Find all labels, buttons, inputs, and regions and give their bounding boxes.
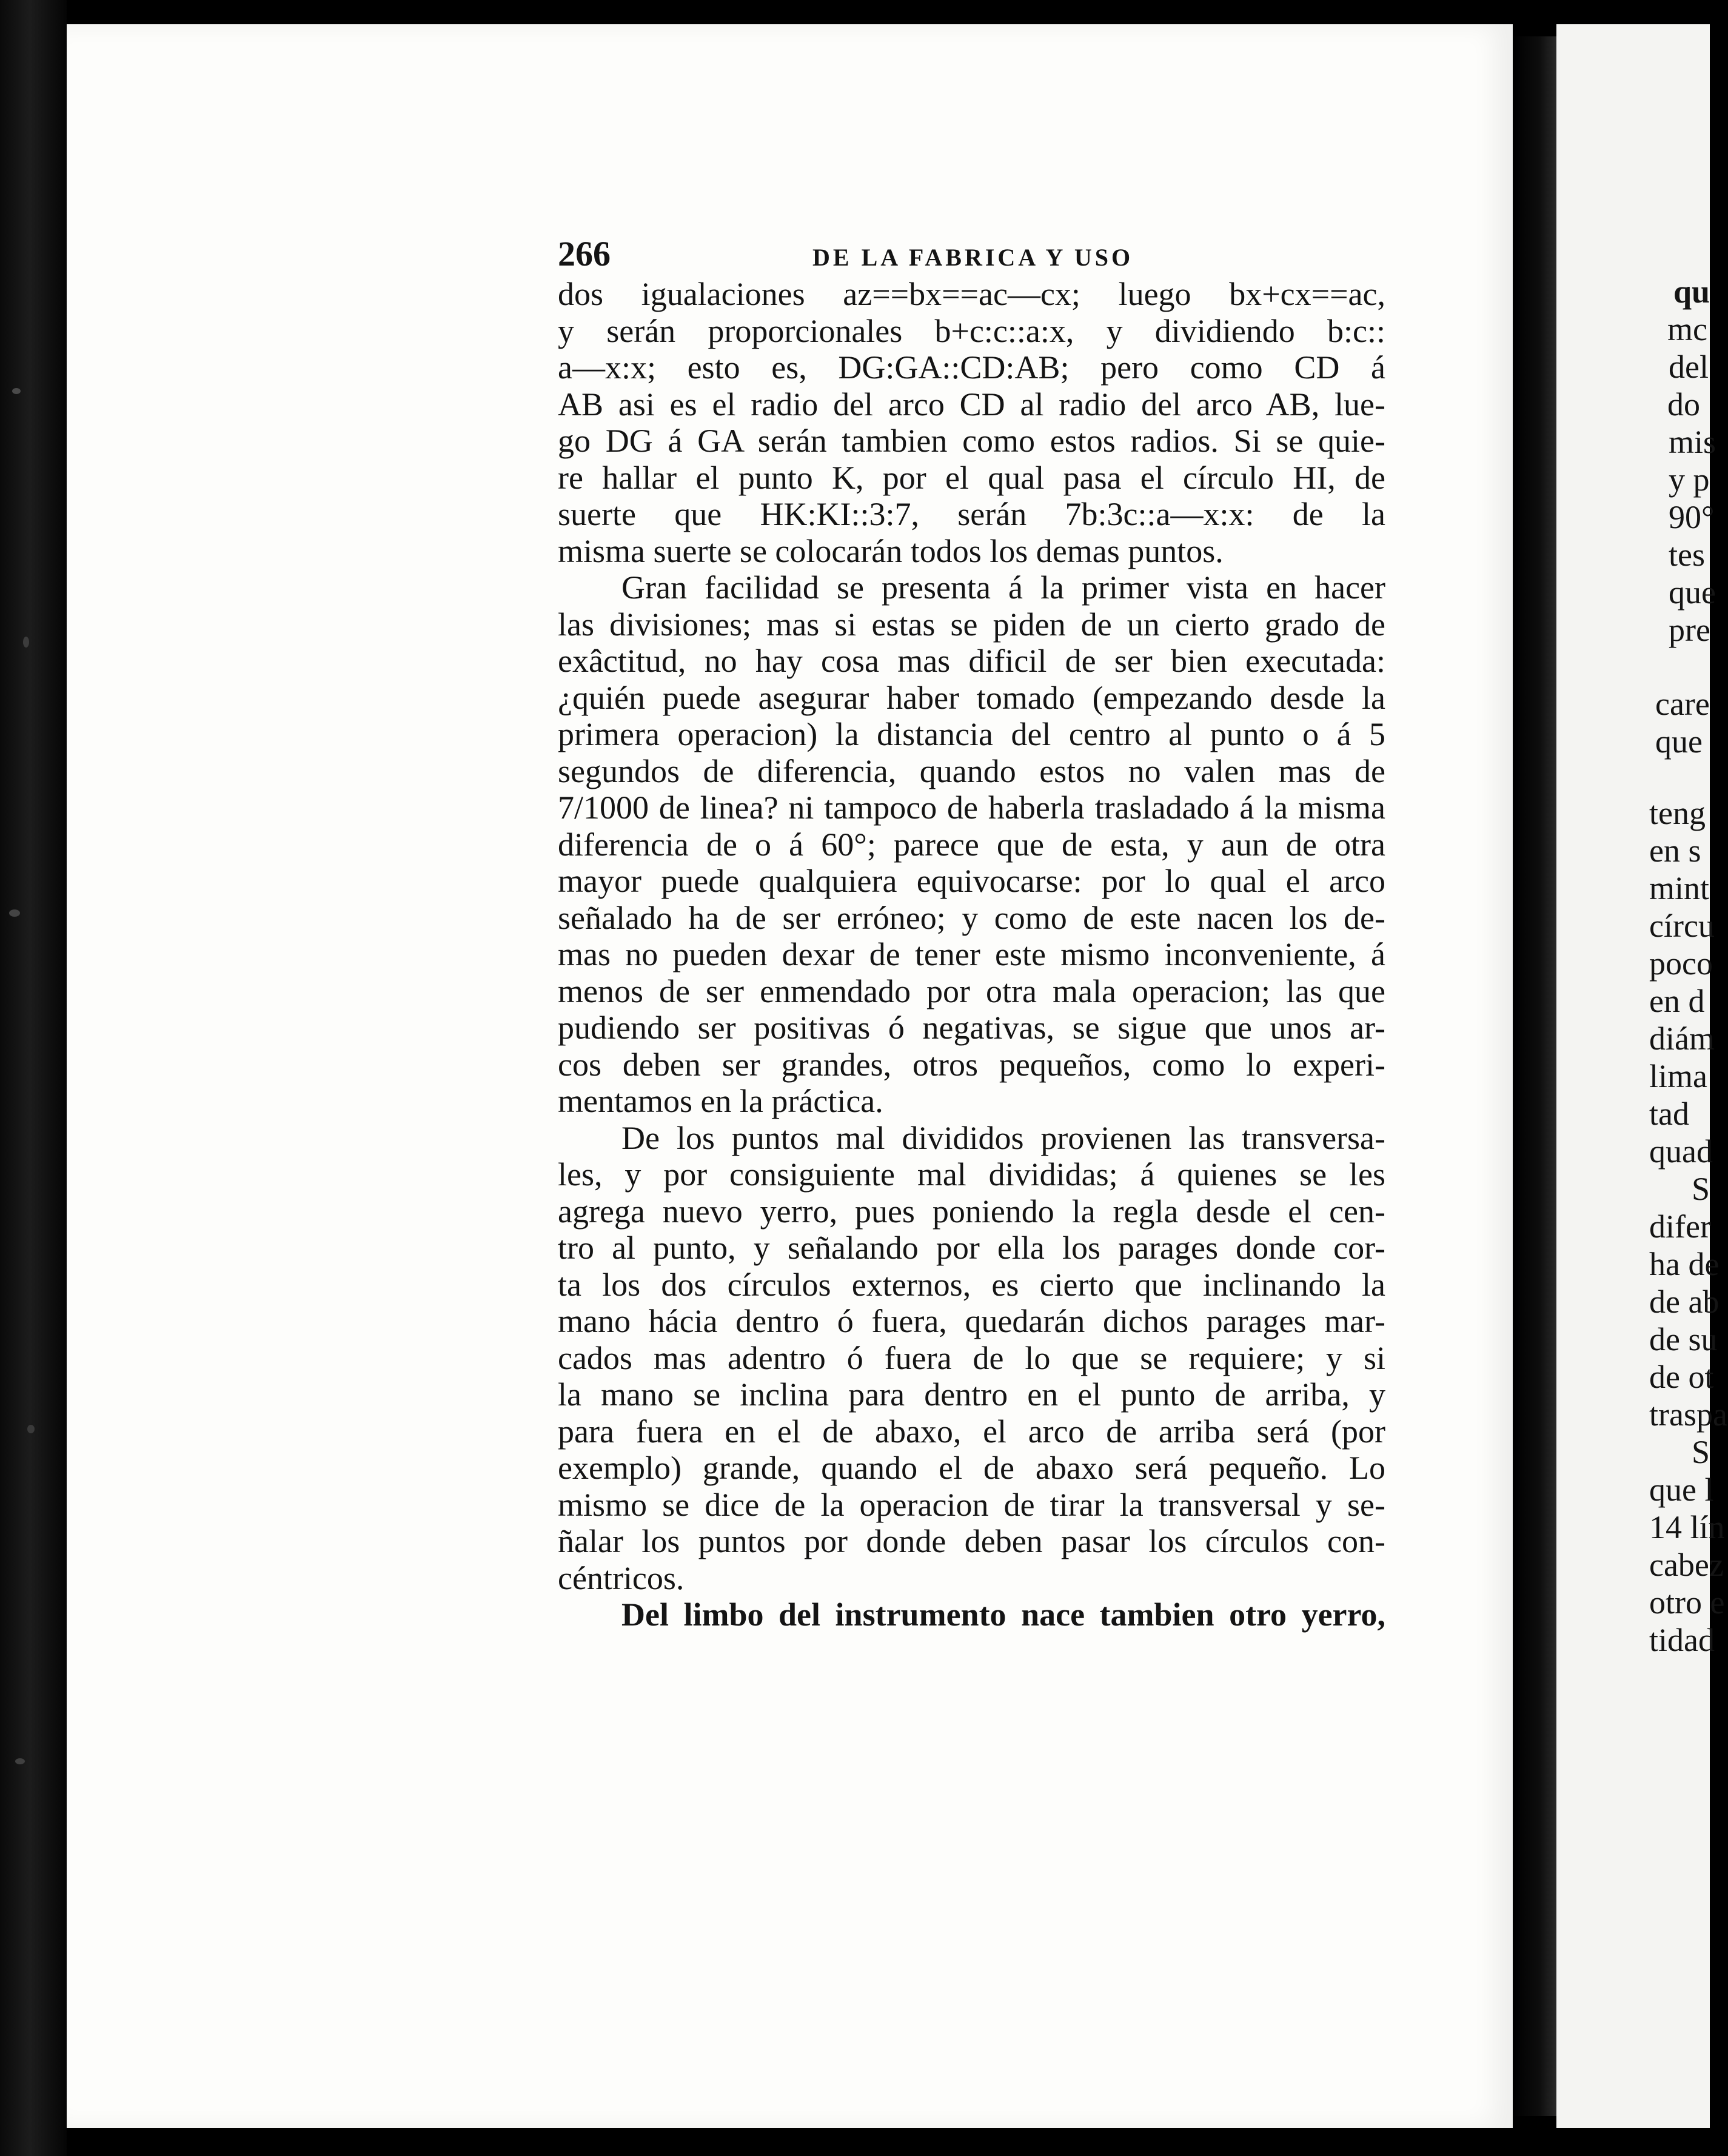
running-head bbox=[558, 233, 1385, 276]
text-line: re hallar el punto K, por el qual pasa el círculo HI, de bbox=[558, 459, 1385, 496]
facing-fragment: de su bbox=[1649, 1321, 1718, 1358]
facing-fragment: tes bbox=[1669, 537, 1705, 573]
scan-speck bbox=[12, 388, 21, 394]
facing-fragment: traspa bbox=[1649, 1396, 1727, 1433]
facing-fragment: de ot bbox=[1649, 1359, 1714, 1395]
text-line: mismo se dice de la operacion de tirar la transversal y se- bbox=[558, 1486, 1385, 1523]
facing-fragment: do bbox=[1667, 386, 1700, 423]
text-line: suerte que HK:KI::3:7, serán 7b:3c::a—x:x: de la bbox=[558, 496, 1385, 532]
scan-speck bbox=[27, 1425, 35, 1433]
scan-speck bbox=[9, 909, 20, 917]
facing-fragment: mint bbox=[1649, 870, 1710, 906]
facing-fragment: que bbox=[1655, 723, 1703, 760]
text-line: les, y por consiguiente mal divididas; á quienes se les bbox=[558, 1156, 1385, 1193]
facing-fragment: en s bbox=[1649, 832, 1701, 869]
text-line: céntricos. bbox=[558, 1559, 685, 1596]
scan-border-left bbox=[0, 0, 67, 2156]
facing-fragment: mis bbox=[1669, 424, 1716, 460]
text-line: y serán proporcionales b+c:c::a:x, y dividiendo b:c:: bbox=[558, 312, 1385, 349]
text-line: ta los dos círculos externos, es cierto que inclinando la bbox=[558, 1266, 1385, 1303]
facing-fragment: en d bbox=[1649, 983, 1705, 1019]
facing-fragment: teng bbox=[1649, 795, 1706, 831]
text-line: Gran facilidad se presenta á la primer vista en hacer bbox=[621, 569, 1385, 606]
text-line: ¿quién puede asegurar haber tomado (empezando desde la bbox=[558, 679, 1385, 716]
text-line: exâctitud, no hay cosa mas dificil de ser bien executada: bbox=[558, 643, 1385, 679]
facing-fragment: de ab bbox=[1649, 1284, 1720, 1320]
facing-fragment: tad bbox=[1649, 1096, 1689, 1132]
facing-fragment: círcu bbox=[1649, 908, 1715, 944]
facing-fragment: care bbox=[1655, 686, 1710, 722]
text-line: 7/1000 de linea? ni tampoco de haberla trasladado á la misma bbox=[558, 789, 1385, 826]
text-line: De los puntos mal divididos provienen las transversa- bbox=[621, 1119, 1385, 1156]
facing-fragment: y p bbox=[1669, 461, 1710, 498]
text-line: cos deben ser grandes, otros pequeños, como lo experi- bbox=[558, 1046, 1385, 1083]
facing-fragment: cabez bbox=[1649, 1547, 1724, 1583]
facing-fragment: poco bbox=[1649, 945, 1713, 982]
book-gutter bbox=[1513, 36, 1556, 2116]
facing-fragment: 14 lín bbox=[1649, 1509, 1725, 1545]
text-line: la mano se inclina para dentro en el punto de arriba, y bbox=[558, 1376, 1385, 1413]
text-line: mentamos en la práctica. bbox=[558, 1083, 883, 1119]
facing-fragment: S bbox=[1692, 1171, 1710, 1207]
text-line: Del limbo del instrumento nace tambien otro yerro, bbox=[621, 1596, 1385, 1633]
facing-fragment: lima bbox=[1649, 1058, 1707, 1094]
facing-fragment: 90° bbox=[1669, 499, 1715, 535]
text-line: mayor puede qualquiera equivocarse: por lo qual el arco bbox=[558, 863, 1385, 899]
text-line: mas no pueden dexar de tener este mismo inconveniente, á bbox=[558, 936, 1385, 973]
text-line: para fuera en el de abaxo, el arco de arriba será (por bbox=[558, 1413, 1385, 1450]
text-line: agrega nuevo yerro, pues poniendo la regla desde el cen- bbox=[558, 1193, 1385, 1230]
facing-fragment: mc bbox=[1667, 311, 1707, 347]
text-line: misma suerte se colocarán todos los demas puntos. bbox=[558, 532, 1224, 569]
text-line: cados mas adentro ó fuera de lo que se requiere; y si bbox=[558, 1339, 1385, 1376]
text-line: go DG á GA serán tambien como estos radios. Si se quie- bbox=[558, 423, 1385, 459]
text-line: dos igualaciones az==bx==ac—cx; luego bx+cx==ac, bbox=[558, 276, 1385, 312]
text-line: diferencia de o á 60°; parece que de esta, y aun de otra bbox=[558, 826, 1385, 863]
facing-fragment: S bbox=[1692, 1434, 1710, 1470]
text-line: señalado ha de ser erróneo; y como de este nacen los de- bbox=[558, 899, 1385, 936]
facing-fragment: ha de bbox=[1649, 1246, 1720, 1282]
text-line: las divisiones; mas si estas se piden de un cierto grado de bbox=[558, 606, 1385, 643]
page-number: 266 bbox=[558, 234, 611, 273]
facing-fragment: que l bbox=[1649, 1471, 1714, 1508]
text-line: tro al punto, y señalando por ella los parages donde cor- bbox=[558, 1230, 1385, 1266]
facing-fragment: tidad bbox=[1649, 1622, 1715, 1658]
text-line: a—x:x; esto es, DG:GA::CD:AB; pero como CD á bbox=[558, 349, 1385, 386]
text-line: segundos de diferencia, quando estos no valen mas de bbox=[558, 752, 1385, 789]
text-line: exemplo) grande, quando el de abaxo será pequeño. Lo bbox=[558, 1450, 1385, 1486]
text-line: pudiendo ser positivas ó negativas, se sigue que unos ar- bbox=[558, 1009, 1385, 1046]
facing-fragment: del bbox=[1669, 349, 1709, 385]
text-line: ñalar los puntos por donde deben pasar los círculos con- bbox=[558, 1523, 1385, 1559]
facing-fragment: diám bbox=[1649, 1020, 1715, 1057]
facing-fragment: quad bbox=[1649, 1133, 1713, 1170]
text-line: menos de ser enmendado por otra mala operacion; las que bbox=[558, 973, 1385, 1009]
facing-fragment: qu bbox=[1673, 273, 1710, 310]
text-line: mano hácia dentro ó fuera, quedarán dichos parages mar- bbox=[558, 1303, 1385, 1339]
text-block bbox=[558, 233, 1385, 1633]
facing-fragment: otro e bbox=[1649, 1584, 1725, 1621]
scan-speck bbox=[15, 1758, 25, 1764]
facing-fragment: difer bbox=[1649, 1208, 1711, 1245]
scan-speck bbox=[23, 637, 29, 648]
running-head-title: DE LA FABRICA Y USO bbox=[812, 244, 1134, 271]
text-line: AB asi es el radio del arco CD al radio del arco AB, lue- bbox=[558, 386, 1385, 423]
facing-fragment: que bbox=[1669, 574, 1716, 611]
text-line: primera operacion) la distancia del centro al punto o á 5 bbox=[558, 716, 1385, 752]
facing-fragment: pre bbox=[1669, 612, 1710, 648]
